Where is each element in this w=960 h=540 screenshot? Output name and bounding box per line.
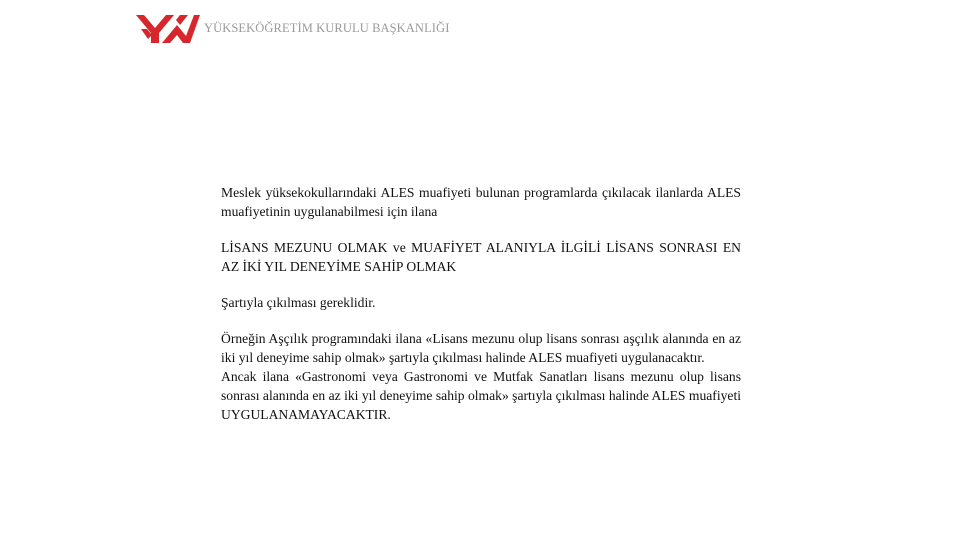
paragraph-intro: Meslek yüksekokullarındaki ALES muafiyeti bulunan programlarda çıkılacak ilanlarda ALES muafiyetinin uygulanabilmesi için ilana — [221, 185, 741, 219]
paragraph-example: Örneğin Aşçılık programındaki ilana «Lisans mezunu olup lisans sonrası aşçılık alanında en az iki yıl deneyime sahip olmak» şartıyla çıkılması halinde ALES muafiyeti uygulanacaktır. — [221, 331, 741, 365]
paragraph-requirement: LİSANS MEZUNU OLMAK ve MUAFİYET ALANIYLA İLGİLİ LİSANS SONRASI EN AZ İKİ YIL DENEYİME SAHİP OLMAK — [221, 240, 741, 274]
yok-logo-icon — [136, 15, 200, 43]
page-header — [136, 14, 449, 44]
paragraph-condition: Şartıyla çıkılması gereklidir. — [221, 295, 376, 310]
organization-name: YÜKSEKÖĞRETİM KURULU BAŞKANLIĞI — [204, 20, 450, 35]
document-body — [221, 183, 741, 424]
paragraph-counter-example: Ancak ilana «Gastronomi veya Gastronomi ve Mutfak Sanatları lisans mezunu olup lisans sonrası alanında en az iki yıl deneyime sahip olmak» şartıyla çıkılması halinde ALES muafiyeti UYGULANAMAYACAKTIR. — [221, 369, 741, 422]
